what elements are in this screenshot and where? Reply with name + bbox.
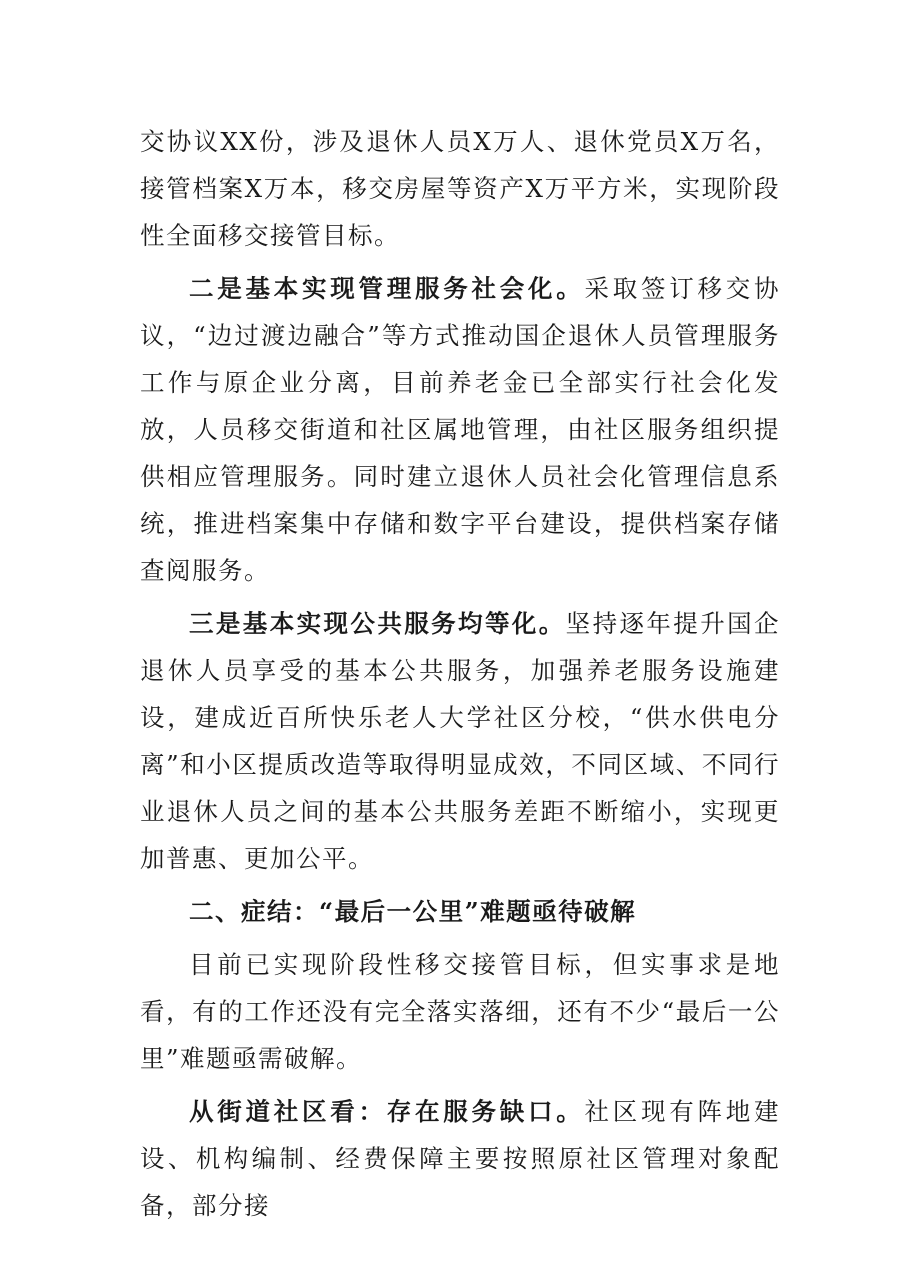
paragraph-text: 目前已实现阶段性移交接管目标，但实事求是地看，有的工作还没有完全落实落细，还有不少“最后一公里”难题亟需破解。 (140, 950, 780, 1073)
paragraph-lead: 从街道社区看：存在服务缺口。 (189, 1097, 585, 1126)
paragraph-lead: 二是基本实现管理服务社会化。 (189, 274, 585, 303)
paragraph-intro (140, 941, 780, 1082)
paragraph-lead: 三是基本实现公共服务均等化。 (189, 609, 566, 638)
paragraph-text: 交协议XX份，涉及退休人员X万人、退休党员X万名，接管档案X万本，移交房屋等资产X万平方米，实现阶段性全面移交接管目标。 (140, 127, 780, 250)
paragraph-text: 社区现有阵地建设、机构编制、经费保障主要按照原社区管理对象配备，部分接 (140, 1097, 780, 1220)
paragraph-text: 采取签订移交协议，“边过渡边融合”等方式推动国企退休人员管理服务工作与原企业分离，目前养老金已全部实行社会化发放，人员移交街道和社区属地管理，由社区服务组织提供相应管理服务。同时建立退休人员社会化管理信息系统，推进档案集中存储和数字平台建设，提供档案存储查阅服务。 (140, 274, 780, 585)
document-body (140, 118, 780, 1229)
paragraph-management-socialization (140, 265, 780, 594)
section-heading: 二、症结：“最后一公里”难题亟待破解 (189, 897, 637, 926)
paragraph-continuation (140, 118, 780, 259)
paragraph-public-service-equalization (140, 600, 780, 882)
paragraph-community-gap (140, 1088, 780, 1229)
paragraph-text: 坚持逐年提升国企退休人员享受的基本公共服务，加强养老服务设施建设，建成近百所快乐老人大学社区分校，“供水供电分离”和小区提质改造等取得明显成效，不同区域、不同行业退休人员之间的基本公共服务差距不断缩小，实现更加普惠、更加公平。 (140, 609, 781, 873)
